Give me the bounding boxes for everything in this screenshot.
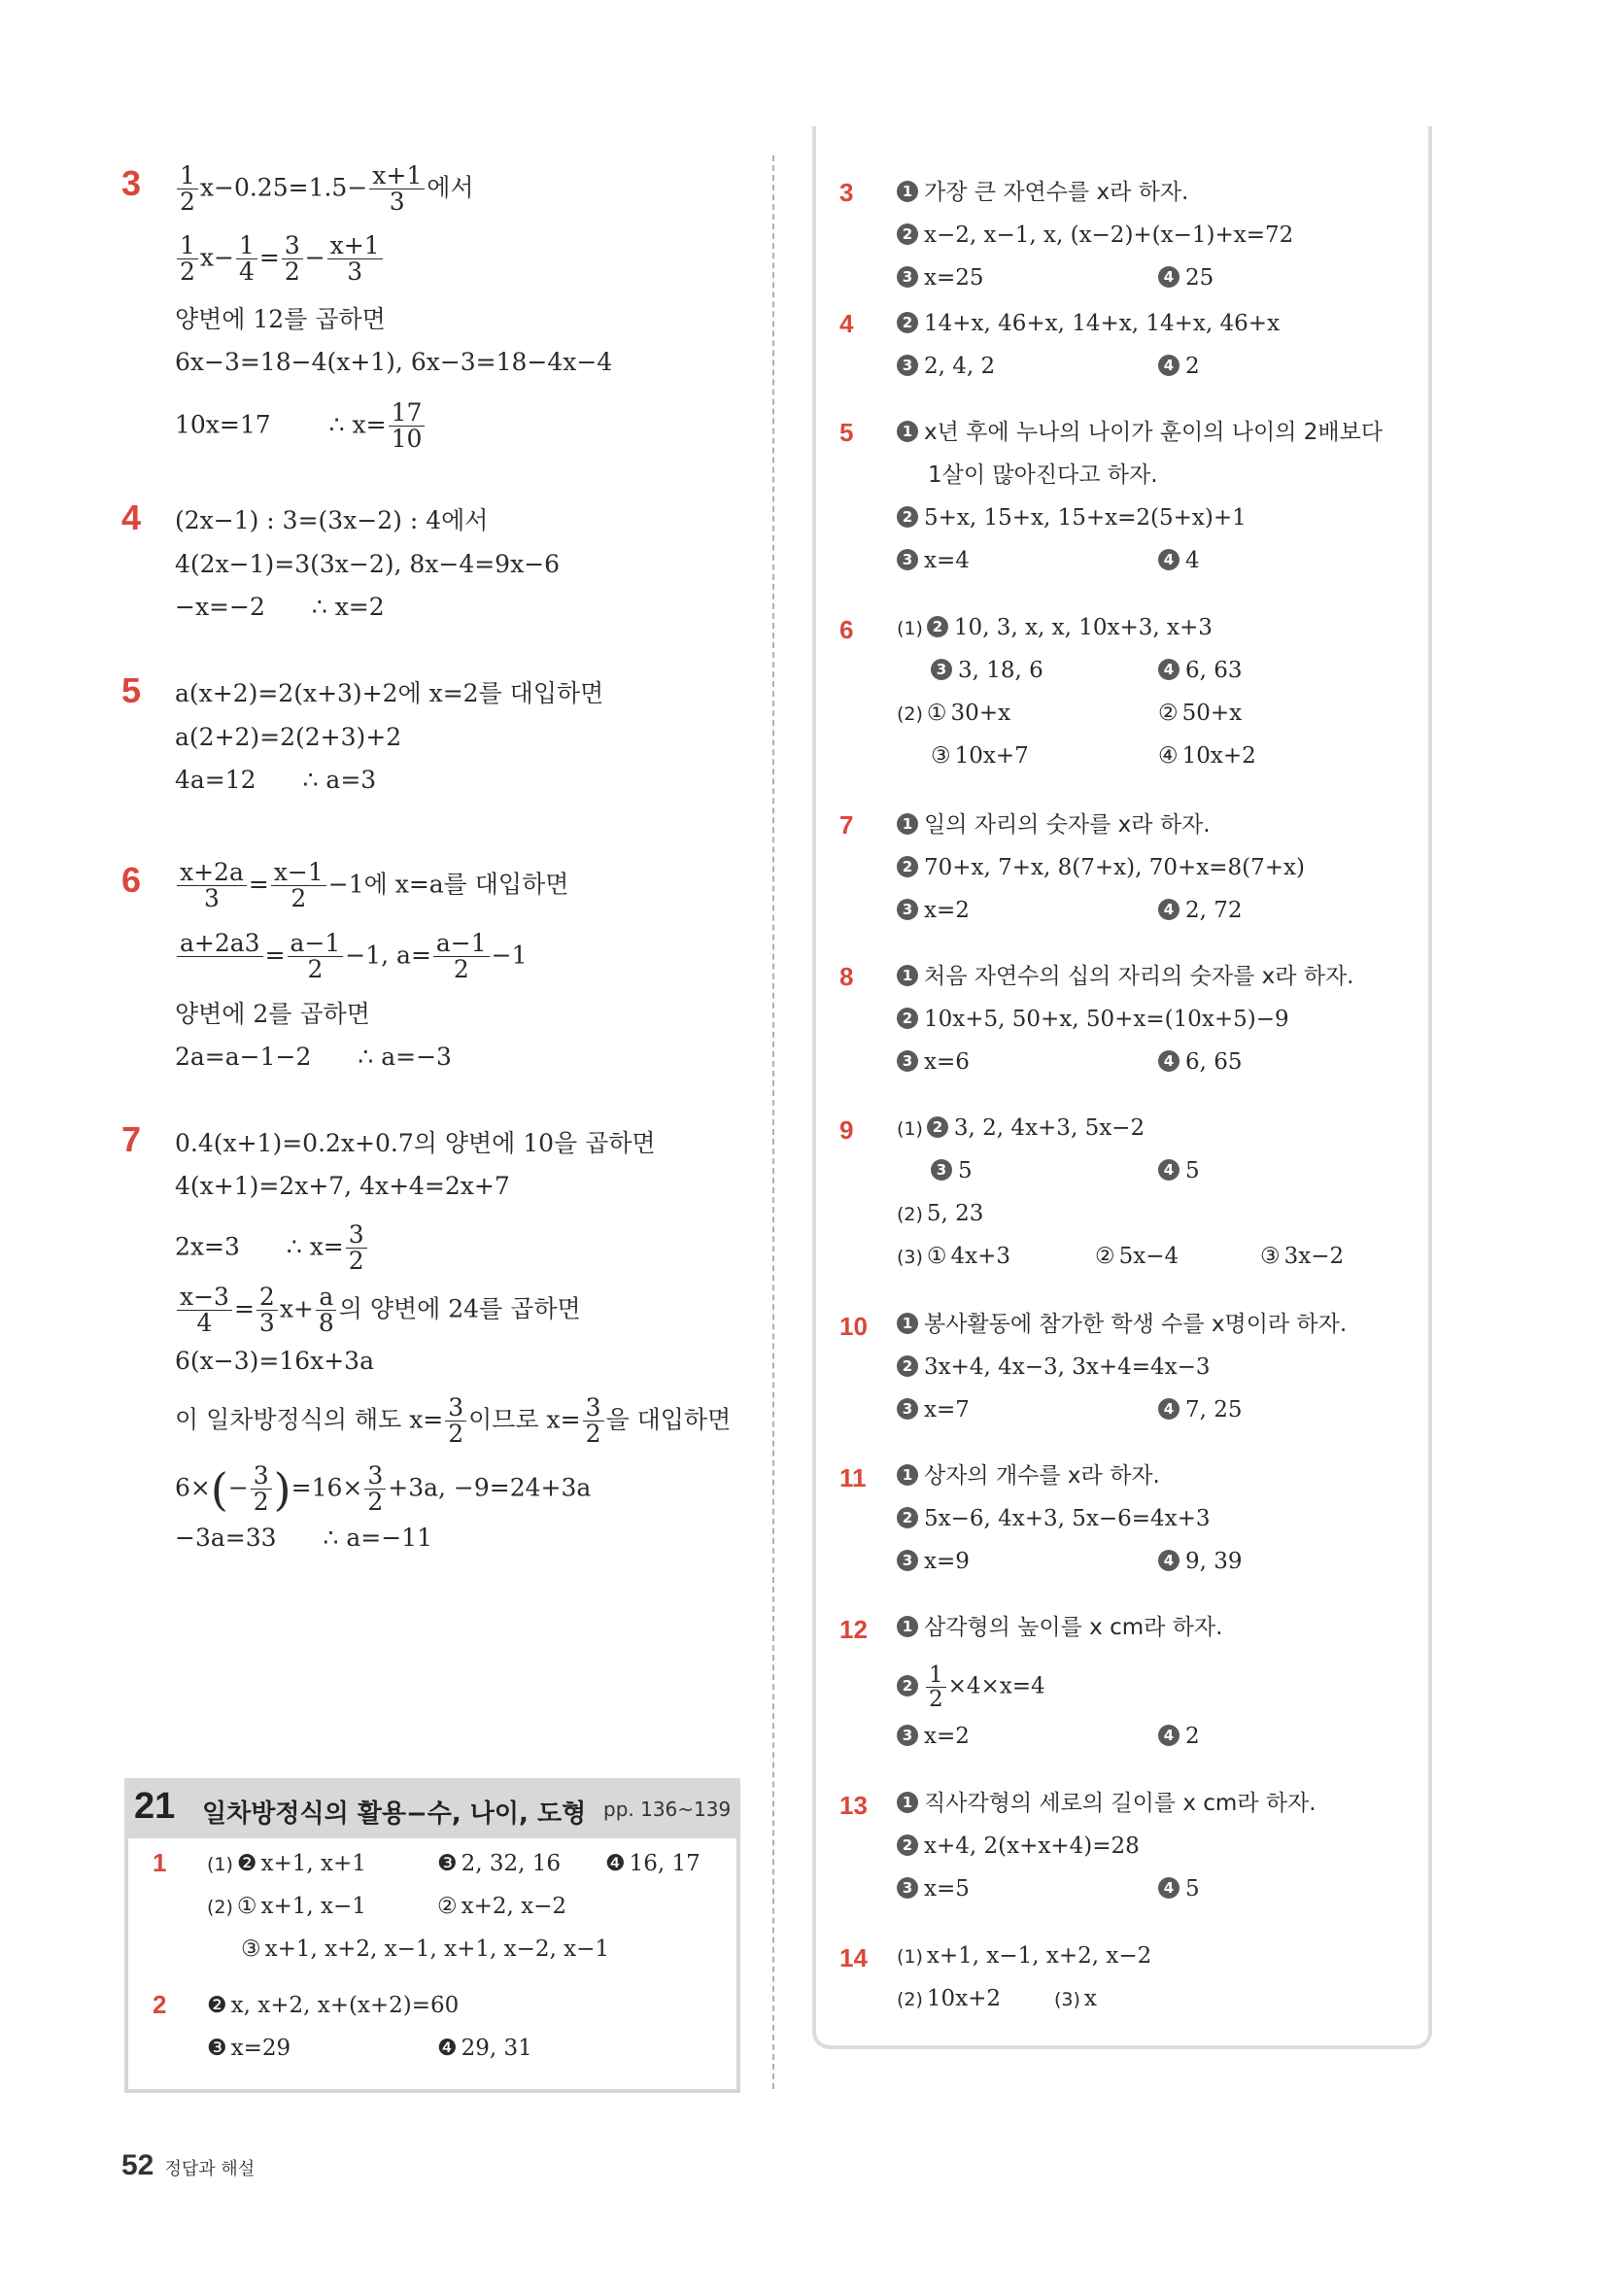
step-badge: 1 <box>897 965 918 986</box>
column-divider <box>772 155 774 2089</box>
step-badge: 3 <box>897 1725 918 1746</box>
answer-line: ❹ 29, 31 <box>437 2036 532 2061</box>
step-badge: 2 <box>897 1834 918 1856</box>
answer-number: 11 <box>839 1463 867 1492</box>
step-badge: 2 <box>897 223 918 245</box>
step-badge: 3 <box>897 1550 918 1571</box>
equation-line: a(x+2)=2(x+3)+2에 x=2를 대입하면 <box>175 679 604 707</box>
section-header <box>124 1778 740 1838</box>
question-number: 1 <box>153 1848 167 1877</box>
step-badge: 4 <box>1158 899 1180 920</box>
problem-number: 5 <box>121 670 142 710</box>
problem-number: 4 <box>121 497 142 537</box>
step-badge: 3 <box>897 1398 918 1420</box>
equation-line: −x=−2 ∴ x=2 <box>175 593 385 621</box>
step-badge: 4 <box>1158 549 1180 570</box>
problem-number: 6 <box>121 860 142 900</box>
answer-line: ❷ x, x+2, x+(x+2)=60 <box>207 1993 460 2018</box>
equation-line: 2a=a−1−2 ∴ a=−3 <box>175 1043 452 1071</box>
answer-line: ❹ 16, 17 <box>605 1851 701 1876</box>
equation-line: $\frac{1}{2}$ x−0.25=1.5− $\frac{x+1}{3}$ 에서 <box>175 163 474 216</box>
step-badge: 3 <box>897 549 918 570</box>
equation-line: 0.4(x+1)=0.2x+0.7의 양변에 10을 곱하면 <box>175 1129 656 1157</box>
step-badge: 4 <box>1158 1398 1180 1420</box>
equation-line: 6x−3=18−4(x+1), 6x−3=18−4x−4 <box>175 348 613 376</box>
step-badge: 2 <box>897 506 918 528</box>
step-badge: 3 <box>897 1877 918 1899</box>
equation-line: $\frac{x+2a}{3}$ = $\frac{x-1}{2}$ −1에 x=a를 대입하면 <box>175 860 568 912</box>
step-badge: 4 <box>1158 355 1180 376</box>
answer-number: 6 <box>839 615 854 644</box>
answer-number: 13 <box>839 1791 868 1820</box>
problem-number: 3 <box>121 163 142 203</box>
answer-number: 10 <box>839 1312 868 1341</box>
answer-number: 5 <box>839 418 854 447</box>
step-badge: 1 <box>897 421 918 442</box>
step-badge: 3 <box>897 1050 918 1072</box>
step-badge: 2 <box>927 1116 948 1138</box>
question-number: 2 <box>153 1990 167 2019</box>
step-badge: 4 <box>1158 266 1180 288</box>
step-badge: 3 <box>897 266 918 288</box>
equation-line: 4a=12 ∴ a=3 <box>175 766 377 794</box>
equation-line: $\frac{1}{2}$ x− $\frac{1}{4}$ = $\frac{3}{2}$ − $\frac{x+1}{3}$ <box>175 233 385 286</box>
step-badge: 2 <box>897 312 918 333</box>
answer-number: 12 <box>839 1615 868 1644</box>
equation-line: 2x=3 ∴ x= $\frac{3}{2}$ <box>175 1222 369 1275</box>
step-badge: 1 <box>897 1464 918 1486</box>
step-badge: 3 <box>931 1159 952 1181</box>
step-badge: 2 <box>897 1507 918 1528</box>
answer-line: ② x+2, x−2 <box>437 1894 566 1919</box>
equation-line: 4(x+1)=2x+7, 4x+4=2x+7 <box>175 1172 510 1200</box>
section-number: 21 <box>134 1786 176 1827</box>
equation-line: −3a=33 ∴ a=−11 <box>175 1524 432 1552</box>
section-pages: pp. 136~139 <box>603 1798 732 1821</box>
answer-number: 7 <box>839 810 854 840</box>
step-badge: 1 <box>897 181 918 202</box>
answer-number: 8 <box>839 962 854 991</box>
answer-line: (2) ① x+1, x−1 <box>207 1894 366 1919</box>
step-badge: 3 <box>931 659 952 680</box>
text-line: 양변에 2를 곱하면 <box>175 1000 370 1028</box>
step-badge: 1 <box>897 1616 918 1637</box>
step-badge: 4 <box>1158 659 1180 680</box>
step-badge: 4 <box>1158 1159 1180 1181</box>
equation-line: 이 일차방정식의 해도 x= $\frac{3}{2}$ 이므로 x= $\frac{3}{2}$ 을 대입하면 <box>175 1393 732 1449</box>
answer-line: ❸ x=29 <box>207 2036 291 2061</box>
equation-line: 6(x−3)=16x+3a <box>175 1347 374 1375</box>
step-badge: 1 <box>897 813 918 835</box>
step-badge: 1 <box>897 1313 918 1334</box>
answer-number: 9 <box>839 1115 854 1145</box>
equation-line: (2x−1) : 3=(3x−2) : 4에서 <box>175 506 489 534</box>
step-badge: 2 <box>897 1675 918 1696</box>
answer-number: 14 <box>839 1943 868 1972</box>
step-badge: 2 <box>927 616 948 637</box>
step-badge: 3 <box>897 899 918 920</box>
step-badge: 1 <box>897 1792 918 1813</box>
step-badge: 4 <box>1158 1877 1180 1899</box>
answer-number: 4 <box>839 309 854 338</box>
text-line: 양변에 12를 곱하면 <box>175 305 386 333</box>
equation-line: a(2+2)=2(2+3)+2 <box>175 723 402 751</box>
step-badge: 4 <box>1158 1050 1180 1072</box>
problem-number: 7 <box>121 1119 142 1159</box>
section-title: 일차방정식의 활용−수, 나이, 도형 <box>202 1799 587 1829</box>
step-badge: 4 <box>1158 1725 1180 1746</box>
equation-line: $\frac{x-3}{4}$ = $\frac{2}{3}$ x+ $\frac{a}{8}$ 의 양변에 24를 곱하면 <box>175 1285 581 1337</box>
equation-line: 4(2x−1)=3(3x−2), 8x−4=9x−6 <box>175 550 561 578</box>
equation-line: a+2a3 = $\frac{a-1}{2}$ −1, a= $\frac{a-1}{2}$ −1 <box>175 931 528 983</box>
step-badge: 3 <box>897 355 918 376</box>
page-footer <box>121 2149 255 2182</box>
step-badge: 4 <box>1158 1550 1180 1571</box>
footer-label: 정답과 해설 <box>164 2159 256 2179</box>
answer-number: 3 <box>839 178 854 207</box>
answer-line: (1) ❷ x+1, x+1 <box>207 1851 366 1876</box>
step-badge: 2 <box>897 856 918 877</box>
answer-box <box>812 126 1432 2049</box>
answer-line: ③ x+1, x+2, x−1, x+1, x−2, x−1 <box>241 1936 609 1962</box>
step-badge: 2 <box>897 1008 918 1029</box>
page-number: 52 <box>121 2149 154 2181</box>
answer-line: ❸ 2, 32, 16 <box>437 1851 562 1876</box>
equation-line: 6×(− $\frac{3}{2}$ )=16× $\frac{3}{2}$ +3a, −9=24+3a <box>175 1461 592 1517</box>
step-badge: 2 <box>897 1355 918 1377</box>
equation-line: 10x=17 ∴ x= $\frac{17}{10}$ <box>175 400 427 453</box>
